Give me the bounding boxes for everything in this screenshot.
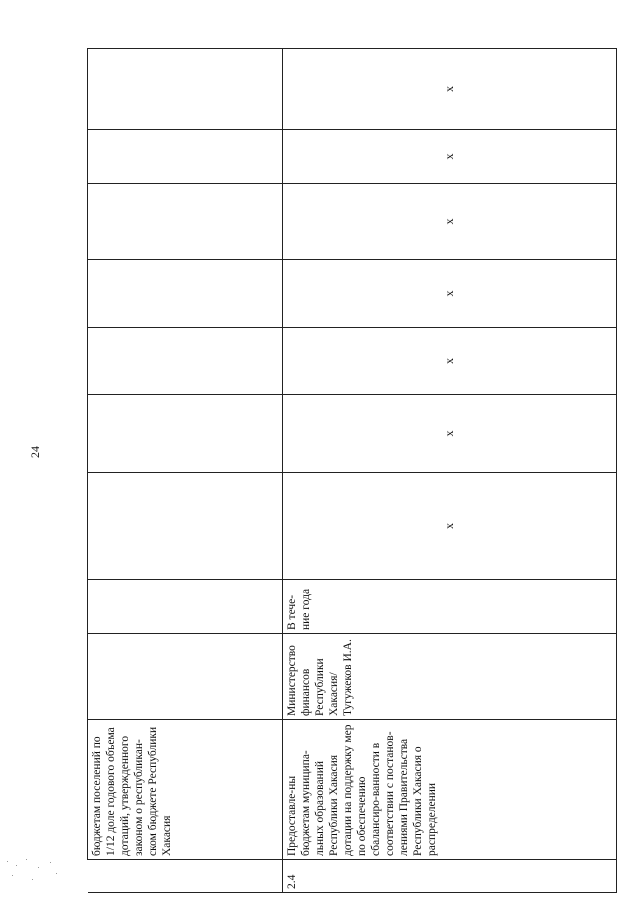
row-number-cell: 2.4 (283, 860, 617, 893)
scan-dot (16, 865, 17, 866)
rotated-table-container (87, 49, 617, 893)
value-cell (88, 260, 283, 328)
value-cell (88, 328, 283, 395)
value-cell (88, 184, 283, 260)
activity-cell: Предоставле-ны бюджетам муниципа-льных образований Республики Хакасия дотации на поддержку мер по обеспечению сбалансиро-ванности в соответствии с постанов-лениями Правительства Республики Хакасия о распределении (283, 720, 617, 860)
value-cell (88, 395, 283, 473)
row-number-cell (88, 860, 283, 893)
scan-dot (26, 859, 27, 860)
value-cell: x (283, 130, 617, 184)
value-cell: x (283, 260, 617, 328)
scan-dot (7, 861, 8, 862)
scan-dot (56, 873, 57, 874)
table-row (88, 49, 283, 893)
activities-table (87, 48, 617, 893)
scan-dot (38, 867, 39, 868)
scan-noise (4, 855, 64, 895)
value-cell: x (283, 328, 617, 395)
value-cell (88, 130, 283, 184)
responsible-cell: Министерство финансов Республики Хакасия/ Тугужеков И.А. (283, 634, 617, 720)
deadline-cell (88, 580, 283, 634)
deadline-cell: В тече-ние года (283, 580, 617, 634)
table-row (283, 49, 617, 893)
scan-dot (12, 875, 13, 876)
scan-dot (50, 862, 51, 863)
value-cell (88, 473, 283, 580)
value-cell: x (283, 473, 617, 580)
page-number: 24 (28, 446, 42, 458)
scan-dot (32, 879, 33, 880)
value-cell: x (283, 395, 617, 473)
responsible-cell (88, 634, 283, 720)
value-cell (88, 49, 283, 130)
value-cell: x (283, 184, 617, 260)
activity-cell: бюджетам поселений по 1/12 доле годового объема дотаций, утвержденного законом о республикан-ском бюджете Республики Хакасия (88, 720, 283, 860)
value-cell: x (283, 49, 617, 130)
